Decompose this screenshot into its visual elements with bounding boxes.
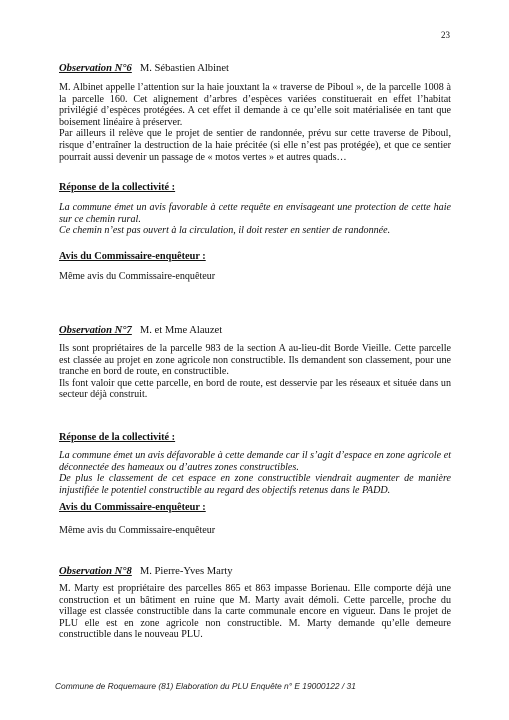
response-paragraph: La commune émet un avis favorable à cette requête en envisageant une protection de cette haie sur ce chemin rural. — [59, 202, 451, 225]
observation-title: Observation N°7 — [59, 325, 132, 336]
paragraph: Ils sont propriétaires de la parcelle 983 de la section A au-lieu-dit Borde Vieille. Cette parcelle est classée au projet en zone agricole non constructible. Ils demandent son classement, pour une tranche en bord de route, en constructible. — [59, 343, 451, 378]
observation-6-heading — [59, 58, 451, 76]
response-paragraph: De plus le classement de cet espace en zone constructible viendrait augmenter de manière injustifiée le potentiel constructible au regard des objectifs retenus dans le PADD. — [59, 473, 451, 496]
observation-name: M. et Mme Alauzet — [139, 325, 223, 336]
paragraph: Ils font valoir que cette parcelle, en bord de route, est desservie par les réseaux et située dans un secteur déjà construit. — [59, 377, 451, 401]
observation-7-text — [59, 343, 451, 401]
observation-title: Observation N°8 — [59, 566, 132, 577]
avis-text: Même avis du Commissaire-enquêteur — [59, 525, 216, 536]
response-heading: Réponse de la collectivité : — [59, 432, 176, 443]
avis-text: Même avis du Commissaire-enquêteur — [59, 271, 216, 282]
avis-heading: Avis du Commissaire-enquêteur : — [59, 502, 206, 513]
observation-name: M. Sébastien Albinet — [139, 63, 229, 74]
response-paragraph: Ce chemin n’est pas ouvert à la circulation, il doit rester en sentier de randonnée. — [59, 225, 391, 237]
page-number: 23 — [441, 30, 450, 40]
observation-7-heading — [59, 320, 451, 338]
response-text — [59, 202, 451, 237]
observation-6-text — [59, 82, 451, 163]
response-text — [59, 450, 451, 496]
paragraph: Par ailleurs il relève que le projet de sentier de randonnée, prévu sur cette traverse de Piboul, risque d’entraîner la destruction de la haie précitée (si elle n’est pas protégée), et que ce sentier pourrait aussi devenir un passage de « motos vertes » et autres quads… — [59, 128, 451, 163]
response-heading: Réponse de la collectivité : — [59, 182, 176, 193]
paragraph: M. Albinet appelle l’attention sur la haie jouxtant la « traverse de Piboul », de la parcelle 1008 à la parcelle 160. Cet alignement d’arbres d’espèces variées constituerait en effet l’habitat privilégié d’espèces protégées. A cet effet il demande à ce qu’elle soit matérialisée en tant que boisement linéaire à préserver. — [59, 82, 451, 128]
observation-title: Observation N°6 — [59, 63, 132, 74]
observation-name: M. Pierre-Yves Marty — [139, 566, 233, 577]
observation-8-text — [59, 583, 451, 641]
observation-8-heading — [59, 561, 451, 579]
page-footer: Commune de Roquemaure (81) Elaboration du PLU Enquête n° E 19000122 / 31 — [55, 681, 356, 691]
paragraph: M. Marty est propriétaire des parcelles 865 et 863 impasse Borienau. Elle comporte déjà une construction et un bâtiment en ruine que M. Marty avait démoli. Cette parcelle, proche du village est classée constructible dans la carte communale encore en vigueur. Dans le projet de PLU elle est en zone agricole non constructible. M. Marty demande qu’elle demeure constructible dans le nouveau PLU. — [59, 583, 451, 641]
response-paragraph: La commune émet un avis défavorable à cette demande car il s’agit d’espace en zone agricole et déconnectée des hameaux ou d’autres zones constructibles. — [59, 450, 451, 473]
avis-heading: Avis du Commissaire-enquêteur : — [59, 251, 206, 262]
